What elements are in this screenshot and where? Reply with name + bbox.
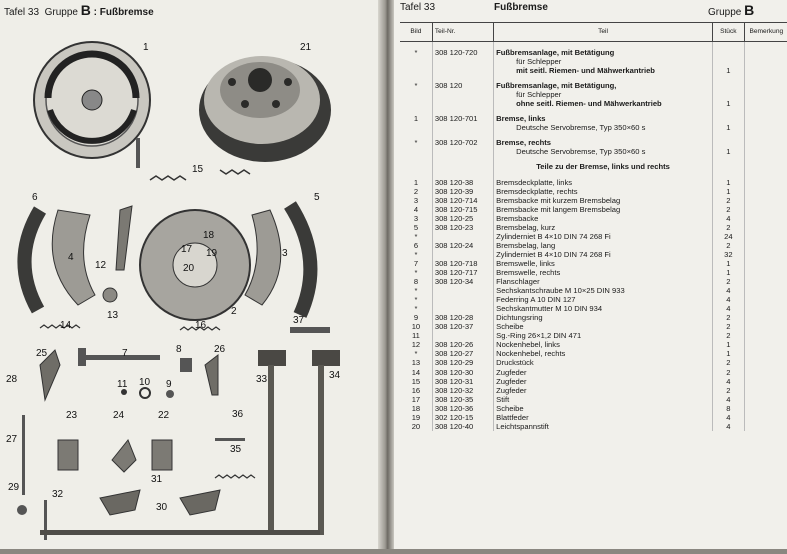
table-row — [400, 99, 787, 108]
table-row — [400, 187, 787, 196]
left-title: : Fußbremse — [93, 7, 154, 18]
row-bild: 1 — [413, 177, 419, 187]
row-teil-nr — [432, 99, 493, 108]
row-bemerkung — [744, 368, 787, 377]
row-teil-nr: 308 120-39 — [432, 187, 493, 196]
table-row — [400, 268, 787, 277]
row-teil-nr: 308 120-28 — [432, 313, 493, 322]
parts-table — [400, 22, 787, 431]
left-gruppe: Gruppe — [44, 7, 78, 18]
row-teil: Scheibe — [494, 322, 713, 331]
row-stueck: 2 — [712, 241, 744, 250]
table-row — [400, 313, 787, 322]
row-teil: Druckstück — [494, 358, 713, 367]
row-bemerkung — [744, 422, 787, 431]
label-23: 23 — [66, 410, 78, 421]
table-row — [400, 368, 787, 377]
left-tafel: Tafel 33 — [4, 7, 40, 18]
row-bemerkung — [744, 66, 787, 75]
col-bild: Bild — [400, 23, 432, 42]
row-stueck: 1 — [712, 123, 744, 132]
row-teil-nr: 308 120-30 — [432, 368, 493, 377]
row-stueck: 2 — [712, 223, 744, 232]
book-gutter — [378, 0, 394, 549]
table-row — [400, 331, 787, 340]
row-bemerkung — [744, 377, 787, 386]
row-bild: 8 — [413, 277, 419, 287]
row-bemerkung — [744, 268, 787, 277]
row-bild: * — [414, 231, 418, 241]
row-teil-nr: 308 120-25 — [432, 214, 493, 223]
row-stueck: 4 — [712, 377, 744, 386]
left-page — [0, 0, 378, 549]
row-bemerkung — [744, 123, 787, 132]
table-row — [400, 277, 787, 286]
row-bild: * — [414, 48, 418, 57]
row-bild: * — [414, 249, 418, 259]
table-row — [400, 147, 787, 156]
row-stueck: 1 — [712, 268, 744, 277]
row-stueck: 4 — [712, 286, 744, 295]
label-36: 36 — [232, 409, 244, 420]
table-row — [400, 322, 787, 331]
table-row — [400, 205, 787, 214]
row-teil-nr: 308 120-29 — [432, 358, 493, 367]
row-bild: 11 — [411, 331, 420, 341]
row-stueck: 2 — [712, 205, 744, 214]
row-stueck: 4 — [712, 413, 744, 422]
table-row — [400, 48, 787, 57]
table-row — [400, 404, 787, 413]
table-row — [400, 232, 787, 241]
row-bemerkung — [744, 57, 787, 66]
row-bemerkung — [744, 196, 787, 205]
row-teil: Bremswelle, rechts — [494, 268, 713, 277]
row-bild: 15 — [411, 376, 421, 386]
label-10: 10 — [139, 377, 151, 388]
table-row — [400, 304, 787, 313]
row-stueck: 1 — [712, 349, 744, 358]
row-teil-nr: 308 120-24 — [432, 241, 493, 250]
row-bild: 7 — [413, 258, 419, 268]
row-teil: Stift — [494, 395, 713, 404]
row-teil: Bremsbacke — [494, 214, 713, 223]
row-teil-nr: 302 120-15 — [432, 413, 493, 422]
label-11: 11 — [117, 379, 128, 390]
row-bemerkung — [744, 232, 787, 241]
row-teil: Bremsbacke mit langem Bremsbelag — [494, 205, 713, 214]
row-teil: Zugfeder — [494, 368, 713, 377]
row-teil: Federring A 10 DIN 127 — [494, 295, 713, 304]
label-24: 24 — [113, 410, 125, 421]
row-stueck: 2 — [712, 331, 744, 340]
label-35: 35 — [230, 444, 242, 455]
row-stueck: 24 — [712, 232, 744, 241]
row-teil-nr: 308 120-35 — [432, 395, 493, 404]
row-bild: 5 — [413, 222, 419, 232]
row-teil: Bremse, links — [494, 114, 713, 123]
row-bemerkung — [744, 90, 787, 99]
row-bemerkung — [744, 277, 787, 286]
right-gruppe-letter: B — [744, 2, 755, 18]
row-stueck: 32 — [712, 250, 744, 259]
row-bemerkung — [744, 81, 787, 90]
row-bild — [400, 99, 432, 108]
table-row — [400, 178, 787, 187]
row-bemerkung — [744, 304, 787, 313]
table-row — [400, 66, 787, 75]
row-bemerkung — [744, 187, 787, 196]
row-teil-nr: 308 120 — [432, 81, 493, 90]
row-bemerkung — [744, 349, 787, 358]
right-gruppe-label: Gruppe — [708, 7, 742, 18]
table-row — [400, 81, 787, 90]
row-teil: Dichtungsring — [494, 313, 713, 322]
row-stueck: 4 — [712, 304, 744, 313]
row-bild: 3 — [413, 213, 419, 223]
row-teil: mit seitl. Riemen- und Mähwerkantrieb — [494, 66, 713, 75]
brake-parts-drawing — [0, 20, 378, 549]
row-stueck: 1 — [712, 178, 744, 187]
row-teil: für Schlepper — [494, 90, 713, 99]
row-teil-nr: 308 120-715 — [432, 205, 493, 214]
row-teil: Scheibe — [494, 404, 713, 413]
row-teil-nr — [432, 250, 493, 259]
row-bild: 12 — [411, 340, 421, 350]
row-teil-nr — [432, 295, 493, 304]
label-2: 2 — [231, 306, 237, 317]
row-teil: Deutsche Servobremse, Typ 350×60 s — [494, 123, 713, 132]
row-teil-nr: 308 120-31 — [432, 377, 493, 386]
table-row — [400, 377, 787, 386]
label-32: 32 — [52, 489, 64, 500]
brake-drum-drawing — [199, 56, 331, 162]
table-row — [400, 295, 787, 304]
row-teil-nr — [432, 66, 493, 75]
row-stueck: 2 — [712, 358, 744, 367]
row-bemerkung — [744, 395, 787, 404]
row-bemerkung — [744, 162, 787, 171]
table-row — [400, 413, 787, 422]
row-teil-nr: 308 120-40 — [432, 422, 493, 431]
label-12: 12 — [95, 260, 107, 271]
row-stueck: 1 — [712, 259, 744, 268]
row-stueck: 1 — [712, 99, 744, 108]
row-bemerkung — [744, 413, 787, 422]
label-31: 31 — [151, 474, 163, 485]
row-stueck: 1 — [712, 66, 744, 75]
row-bemerkung — [744, 241, 787, 250]
row-bemerkung — [744, 386, 787, 395]
row-bemerkung — [744, 178, 787, 187]
label-28: 28 — [6, 374, 18, 385]
row-teil: Deutsche Servobremse, Typ 350×60 s — [494, 147, 713, 156]
label-37: 37 — [293, 315, 305, 326]
table-row — [400, 395, 787, 404]
row-stueck: 2 — [712, 277, 744, 286]
row-stueck: 4 — [712, 295, 744, 304]
row-bild — [400, 123, 432, 132]
row-bemerkung — [744, 286, 787, 295]
row-bild — [400, 162, 432, 171]
label-34: 34 — [329, 370, 341, 381]
row-teil-nr: 308 120-26 — [432, 340, 493, 349]
row-bemerkung — [744, 358, 787, 367]
label-29: 29 — [8, 482, 20, 493]
row-bild: 17 — [411, 394, 421, 404]
row-bemerkung — [744, 138, 787, 147]
row-teil: Fußbremsanlage, mit Betätigung — [494, 48, 713, 57]
row-stueck — [712, 81, 744, 90]
table-row — [400, 340, 787, 349]
label-6: 6 — [32, 192, 38, 203]
row-teil: Nockenhebel, links — [494, 340, 713, 349]
table-row — [400, 241, 787, 250]
table-row — [400, 114, 787, 123]
row-teil: Sechskantschraube M 10×25 DIN 933 — [494, 286, 713, 295]
row-teil: Sg.-Ring 26×1,2 DIN 471 — [494, 331, 713, 340]
exploded-parts-illustration — [0, 20, 378, 549]
row-stueck: 8 — [712, 404, 744, 413]
row-teil: Zylinderniet B 4×10 DIN 74 268 Fi — [494, 232, 713, 241]
row-teil-nr — [432, 162, 493, 171]
row-teil: für Schlepper — [494, 57, 713, 66]
label-5: 5 — [314, 192, 320, 203]
row-stueck: 2 — [712, 368, 744, 377]
table-row — [400, 223, 787, 232]
table-row — [400, 123, 787, 132]
row-stueck: 1 — [712, 340, 744, 349]
table-row — [400, 162, 787, 171]
parts-table-header — [400, 23, 787, 42]
row-teil-nr: 308 120-720 — [432, 48, 493, 57]
col-teil-nr: Teil-Nr. — [432, 23, 493, 42]
col-teil: Teil — [494, 23, 713, 42]
row-teil: Blattfeder — [494, 413, 713, 422]
row-bemerkung — [744, 259, 787, 268]
row-teil-nr — [432, 232, 493, 241]
row-teil-nr: 308 120-717 — [432, 268, 493, 277]
label-17: 17 — [181, 244, 193, 255]
row-teil-nr: 308 120-23 — [432, 223, 493, 232]
label-15: 15 — [192, 164, 204, 175]
table-row — [400, 196, 787, 205]
left-gruppe-letter: B — [80, 2, 91, 18]
row-bild: * — [414, 138, 418, 148]
row-bild: * — [414, 349, 418, 359]
row-stueck: 4 — [712, 214, 744, 223]
row-stueck — [712, 162, 744, 171]
row-bild: 18 — [411, 403, 421, 413]
row-stueck — [712, 57, 744, 66]
row-teil-nr: 308 120-702 — [432, 138, 493, 147]
row-teil-nr: 308 120-34 — [432, 277, 493, 286]
row-bild: 10 — [411, 322, 421, 332]
row-teil: Bremsbelag, lang — [494, 241, 713, 250]
row-bild: 1 — [413, 114, 419, 124]
parts-table-body — [400, 42, 787, 431]
right-tafel: Tafel 33 — [400, 2, 436, 13]
row-teil: Zugfeder — [494, 386, 713, 395]
row-bild: * — [414, 295, 418, 305]
row-teil: Sechskantmutter M 10 DIN 934 — [494, 304, 713, 313]
row-bemerkung — [744, 250, 787, 259]
row-teil-nr: 308 120-714 — [432, 196, 493, 205]
row-teil: Bremsbelag, kurz — [494, 223, 713, 232]
row-bemerkung — [744, 99, 787, 108]
row-teil: Leichtspannstift — [494, 422, 713, 431]
row-bemerkung — [744, 147, 787, 156]
label-4: 4 — [68, 252, 74, 263]
row-bemerkung — [744, 214, 787, 223]
row-bild — [400, 66, 432, 75]
row-bild: 4 — [413, 204, 419, 214]
row-teil: Bremse, rechts — [494, 138, 713, 147]
label-14: 14 — [60, 320, 72, 331]
col-stueck: Stück — [712, 23, 744, 42]
table-row — [400, 138, 787, 147]
right-gruppe — [708, 2, 754, 18]
table-row — [400, 250, 787, 259]
row-teil-nr — [432, 286, 493, 295]
row-bild: 20 — [411, 421, 421, 431]
row-bemerkung — [744, 313, 787, 322]
label-3: 3 — [282, 248, 288, 259]
label-13: 13 — [107, 310, 119, 321]
row-teil: Flanschlager — [494, 277, 713, 286]
row-teil-nr — [432, 90, 493, 99]
row-stueck: 2 — [712, 196, 744, 205]
row-bild: 19 — [411, 412, 421, 422]
row-bild: 16 — [411, 385, 421, 395]
row-teil: Zylinderniet B 4×10 DIN 74 268 Fi — [494, 250, 713, 259]
label-7: 7 — [122, 348, 128, 359]
left-page-header — [4, 2, 154, 18]
row-teil-nr — [432, 304, 493, 313]
row-bemerkung — [744, 295, 787, 304]
row-stueck: 1 — [712, 187, 744, 196]
row-teil-nr — [432, 331, 493, 340]
row-bild: 9 — [413, 313, 419, 323]
label-8: 8 — [176, 344, 182, 355]
label-18: 18 — [203, 230, 215, 241]
row-bemerkung — [744, 340, 787, 349]
row-stueck: 2 — [712, 313, 744, 322]
row-teil: ohne seitl. Riemen- und Mähwerkantrieb — [494, 99, 713, 108]
table-row — [400, 386, 787, 395]
row-teil: Teile zu der Bremse, links und rechts — [494, 162, 713, 171]
table-row — [400, 358, 787, 367]
row-teil: Zugfeder — [494, 377, 713, 386]
table-row — [400, 422, 787, 431]
row-stueck: 2 — [712, 322, 744, 331]
row-teil-nr — [432, 57, 493, 66]
row-teil: Nockenhebel, rechts — [494, 349, 713, 358]
row-teil-nr: 308 120-32 — [432, 386, 493, 395]
row-bemerkung — [744, 48, 787, 57]
row-bild: 3 — [413, 195, 419, 205]
row-bemerkung — [744, 331, 787, 340]
row-bild: * — [414, 267, 418, 277]
row-teil-nr — [432, 123, 493, 132]
row-bild: * — [414, 304, 418, 314]
row-bemerkung — [744, 205, 787, 214]
row-bild: 14 — [411, 367, 421, 377]
row-bild — [400, 90, 432, 99]
label-21: 21 — [300, 42, 312, 53]
label-19: 19 — [206, 248, 218, 259]
row-bild: 2 — [413, 186, 419, 196]
row-bild: 6 — [413, 240, 419, 250]
row-teil-nr: 308 120-718 — [432, 259, 493, 268]
label-30: 30 — [156, 502, 168, 513]
row-stueck: 4 — [712, 422, 744, 431]
row-stueck: 4 — [712, 395, 744, 404]
table-row — [400, 90, 787, 99]
label-9: 9 — [166, 379, 172, 390]
row-teil-nr: 308 120-37 — [432, 322, 493, 331]
table-row — [400, 214, 787, 223]
row-bild — [400, 147, 432, 156]
row-stueck — [712, 114, 744, 123]
row-teil-nr — [432, 147, 493, 156]
row-stueck — [712, 48, 744, 57]
row-bemerkung — [744, 114, 787, 123]
row-teil-nr: 308 120-38 — [432, 178, 493, 187]
label-1: 1 — [143, 42, 149, 53]
label-22: 22 — [158, 410, 170, 421]
brake-assembly-drawing — [34, 42, 150, 168]
row-stueck — [712, 138, 744, 147]
col-bemerkung: Bemerkung — [744, 23, 787, 42]
row-bild — [400, 57, 432, 66]
row-stueck — [712, 90, 744, 99]
row-teil: Bremsdeckplatte, links — [494, 178, 713, 187]
label-16: 16 — [195, 320, 207, 331]
row-teil: Bremsdeckplatte, rechts — [494, 187, 713, 196]
right-title: Fußbremse — [494, 2, 548, 13]
row-teil: Fußbremsanlage, mit Betätigung, — [494, 81, 713, 90]
label-33: 33 — [256, 374, 268, 385]
row-teil: Bremswelle, links — [494, 259, 713, 268]
label-25: 25 — [36, 348, 48, 359]
row-teil-nr: 308 120-701 — [432, 114, 493, 123]
row-bemerkung — [744, 404, 787, 413]
row-bild: * — [414, 286, 418, 296]
table-row — [400, 349, 787, 358]
row-stueck: 1 — [712, 147, 744, 156]
row-teil: Bremsbacke mit kurzem Bremsbelag — [494, 196, 713, 205]
row-bemerkung — [744, 223, 787, 232]
right-page — [394, 0, 787, 549]
row-bemerkung — [744, 322, 787, 331]
label-26: 26 — [214, 344, 226, 355]
table-row — [400, 286, 787, 295]
row-bild: * — [414, 81, 418, 91]
table-row — [400, 259, 787, 268]
row-stueck: 2 — [712, 386, 744, 395]
row-bild: 13 — [411, 358, 421, 368]
row-teil-nr: 308 120-36 — [432, 404, 493, 413]
table-row — [400, 57, 787, 66]
label-20: 20 — [183, 263, 195, 274]
label-27: 27 — [6, 434, 18, 445]
row-teil-nr: 308 120-27 — [432, 349, 493, 358]
